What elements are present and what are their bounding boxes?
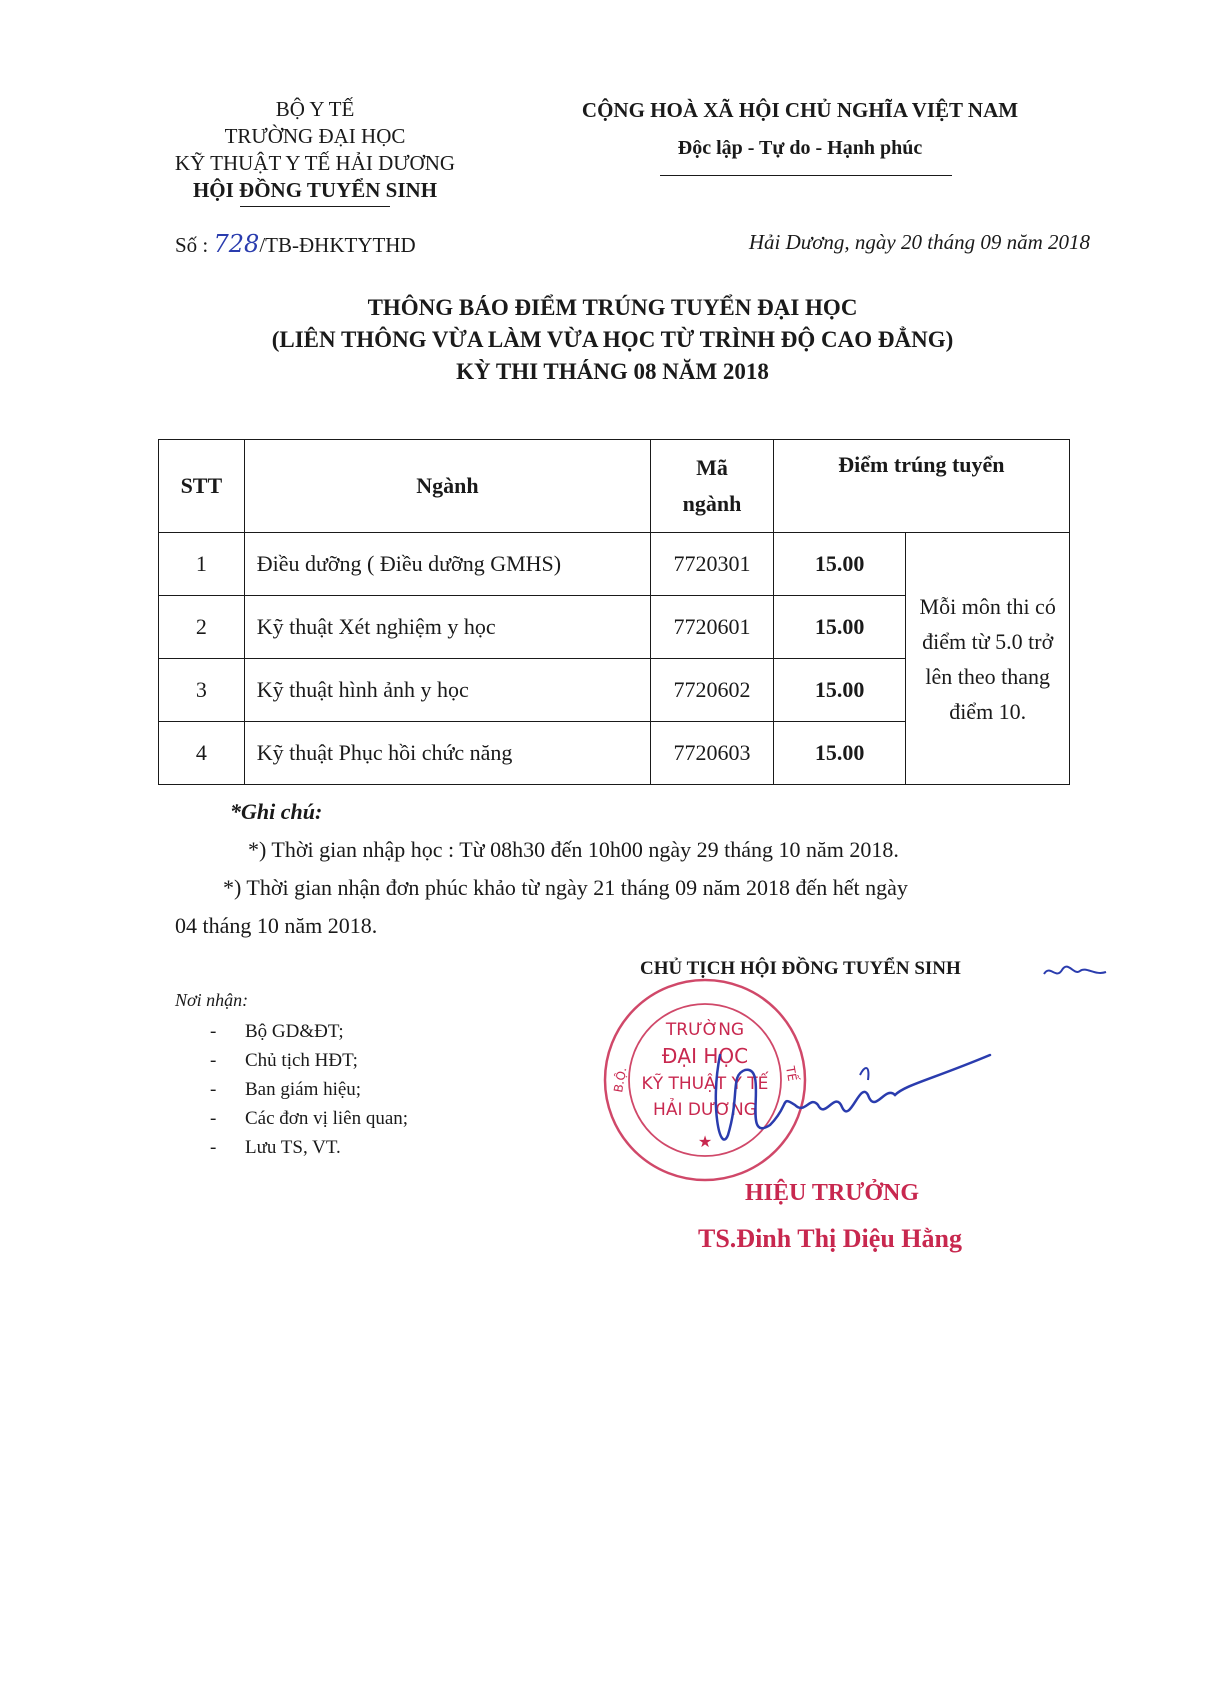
initials-scribble xyxy=(1040,960,1110,984)
list-item: - Bộ GD&ĐT; xyxy=(210,1021,344,1042)
cell-ma: 7720301 xyxy=(651,533,774,596)
header-ma-line1: Mã xyxy=(696,455,728,480)
stamp-line1: TRƯỜNG xyxy=(665,1020,745,1040)
doc-number-suffix: /TB-ĐHKTYTHD xyxy=(259,233,416,257)
country-name: CỘNG HOÀ XÃ HỘI CHỦ NGHĨA VIỆT NAM xyxy=(581,98,1019,122)
notes-section xyxy=(175,793,1085,945)
header-diem: Điểm trúng tuyển xyxy=(773,440,1069,533)
admission-scores-table xyxy=(158,439,1070,785)
stamp-line4: HẢI DƯƠNG xyxy=(653,1100,757,1120)
recipients-label: Nơi nhận: xyxy=(175,990,249,1010)
cell-ma: 7720602 xyxy=(651,659,774,722)
cell-stt: 3 xyxy=(159,659,245,722)
notes-line3: 04 tháng 10 năm 2018. xyxy=(175,913,378,938)
council-name: HỘI ĐỒNG TUYỂN SINH xyxy=(192,178,438,202)
motto-underline xyxy=(660,175,952,176)
signer-title: HIỆU TRƯỞNG xyxy=(745,1180,920,1206)
notes-line2: *) Thời gian nhận đơn phúc khảo từ ngày 21 tháng 09 năm 2018 đến hết ngày xyxy=(223,875,908,900)
chairman-title: CHỦ TỊCH HỘI ĐỒNG TUYỂN SINH xyxy=(640,958,961,979)
cell-stt: 2 xyxy=(159,596,245,659)
table-header-row xyxy=(159,440,1070,533)
list-item: - Các đơn vị liên quan; xyxy=(210,1108,409,1129)
cell-diem: 15.00 xyxy=(773,533,906,596)
document-title xyxy=(0,292,1225,388)
school-name-line2: KỸ THUẬT Y TẾ HẢI DƯƠNG xyxy=(174,151,456,175)
notes-line1: *) Thời gian nhập học : Từ 08h30 đến 10h00 ngày 29 tháng 10 năm 2018. xyxy=(248,837,899,862)
header-right xyxy=(545,96,1055,162)
header-left-underline xyxy=(240,206,390,207)
cell-nganh: Kỹ thuật Phục hồi chức năng xyxy=(244,722,650,785)
cell-score-note: Mỗi môn thi có điểm từ 5.0 trở lên theo thang điểm 10. xyxy=(906,533,1070,785)
cell-diem: 15.00 xyxy=(773,596,906,659)
table-row xyxy=(159,533,1070,596)
school-name-line1: TRƯỜNG ĐẠI HỌC xyxy=(224,124,406,148)
document-number xyxy=(175,230,416,258)
stamp-ring-left: B.Ộ. xyxy=(611,1066,630,1094)
header-ma-line2: ngành xyxy=(682,491,742,516)
signature xyxy=(697,1035,1000,1175)
doc-number-prefix: Số : xyxy=(175,233,214,257)
list-item: - Ban giám hiệu; xyxy=(210,1079,362,1100)
cell-diem: 15.00 xyxy=(773,659,906,722)
cell-nganh: Kỹ thuật hình ảnh y học xyxy=(244,659,650,722)
header-nganh: Ngành xyxy=(244,440,650,533)
cell-nganh: Kỹ thuật Xét nghiệm y học xyxy=(244,596,650,659)
stamp-ring-right: TẾ xyxy=(783,1065,800,1083)
cell-nganh: Điều dưỡng ( Điều dưỡng GMHS) xyxy=(244,533,650,596)
title-line1: THÔNG BÁO ĐIỂM TRÚNG TUYỂN ĐẠI HỌC xyxy=(367,295,858,320)
header-left xyxy=(150,96,480,204)
stamp-star-icon: ★ xyxy=(697,1134,713,1151)
stamp-line2: ĐẠI HỌC xyxy=(661,1044,749,1068)
cell-ma: 7720601 xyxy=(651,596,774,659)
ministry-name: BỘ Y TẾ xyxy=(275,97,355,121)
title-line2: (LIÊN THÔNG VỪA LÀM VỪA HỌC TỪ TRÌNH ĐỘ CAO ĐẲNG) xyxy=(271,327,954,352)
cell-ma: 7720603 xyxy=(651,722,774,785)
list-item: - Lưu TS, VT. xyxy=(210,1137,341,1158)
header-stt: STT xyxy=(159,440,245,533)
cell-stt: 4 xyxy=(159,722,245,785)
motto: Độc lập - Tự do - Hạnh phúc xyxy=(677,137,923,159)
signer-name: TS.Đinh Thị Diệu Hằng xyxy=(698,1224,962,1253)
header-ma-nganh xyxy=(651,440,774,533)
date-line: Hải Dương, ngày 20 tháng 09 năm 2018 xyxy=(748,230,1090,254)
notes-heading: *Ghi chú: xyxy=(230,799,323,824)
recipients-list xyxy=(210,1017,408,1162)
cell-diem: 15.00 xyxy=(773,722,906,785)
list-item: - Chủ tịch HĐT; xyxy=(210,1050,358,1071)
doc-number-handwritten: 728 xyxy=(213,230,260,258)
stamp-line3: KỸ THUẬT Y TẾ xyxy=(641,1074,769,1094)
title-line3: KỲ THI THÁNG 08 NĂM 2018 xyxy=(456,359,769,384)
cell-stt: 1 xyxy=(159,533,245,596)
